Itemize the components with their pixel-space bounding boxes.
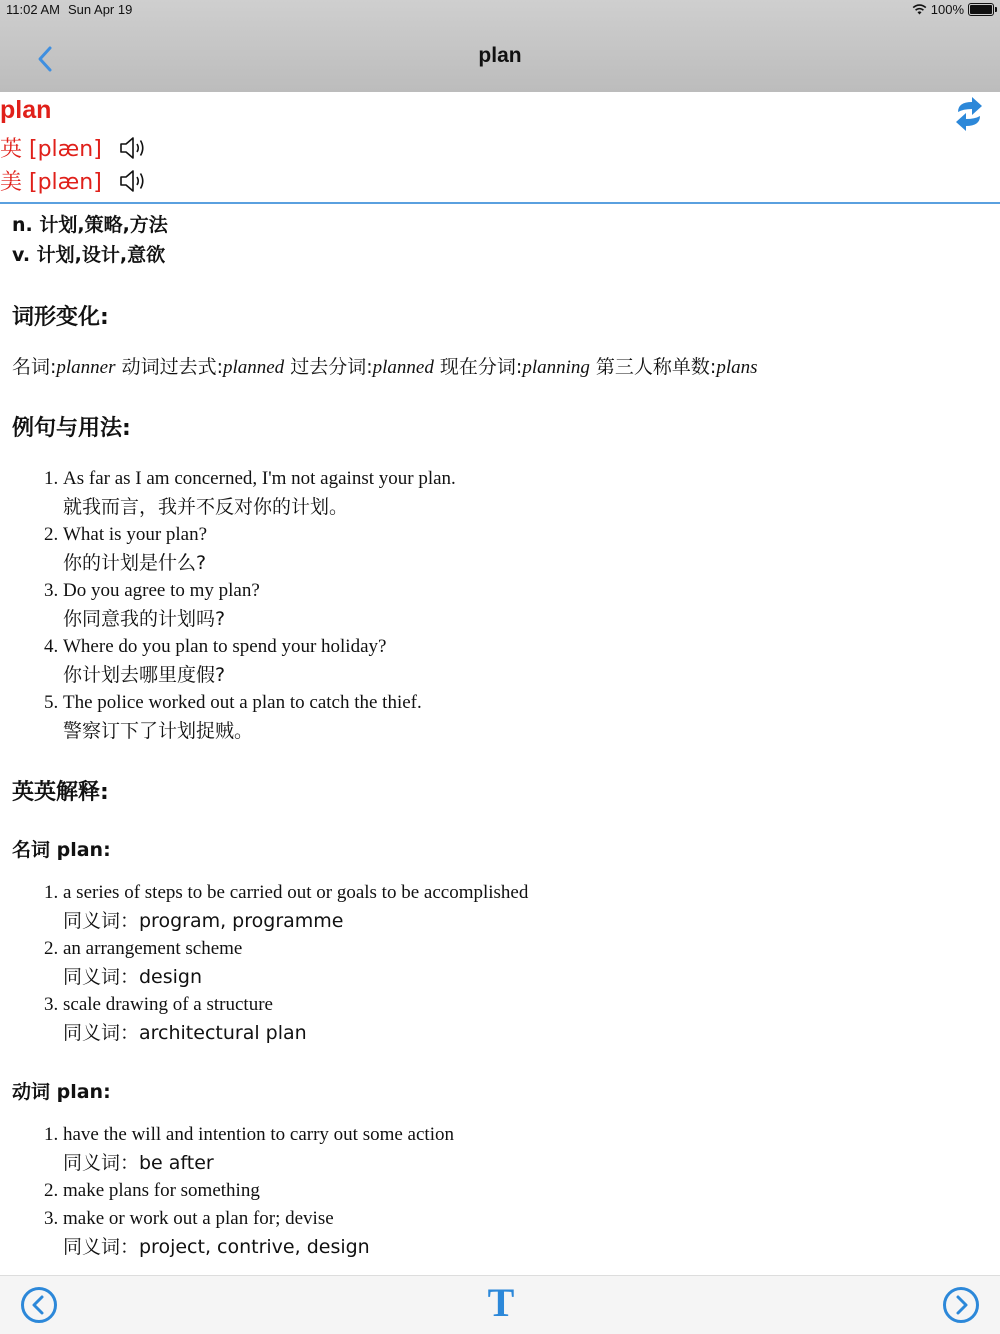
- form-label: 现在分词:: [439, 356, 523, 378]
- list-item: [63, 633, 987, 689]
- wifi-icon: [912, 4, 927, 15]
- sense-definition: make plans for something: [63, 1180, 260, 1201]
- us-speaker-button[interactable]: [118, 167, 148, 195]
- word-forms: [12, 354, 987, 381]
- definition-content[interactable]: [12, 210, 987, 1274]
- noun-senses-list: [12, 879, 987, 1047]
- form-value: planner: [56, 357, 116, 378]
- sense-definition: have the will and intention to carry out some action: [63, 1124, 454, 1145]
- status-time: 11:02 AM: [6, 2, 60, 17]
- speaker-icon: [118, 167, 148, 195]
- page-title: plan: [478, 44, 522, 67]
- list-item: [63, 577, 987, 633]
- battery-percent: 100%: [930, 2, 964, 17]
- sense-definition: make or work out a plan for; devise: [63, 1208, 334, 1229]
- english-heading: 英英解释:: [12, 780, 109, 805]
- text-size-button[interactable]: T: [487, 1280, 515, 1325]
- refresh-icon: [954, 96, 984, 132]
- example-en: Do you agree to my plan?: [63, 580, 260, 601]
- us-pronunciation: 美 [plæn]: [0, 170, 102, 195]
- example-cn: 警察订下了计划捉贼。: [63, 720, 254, 742]
- synonyms: 同义词：be after: [63, 1152, 214, 1174]
- form-label: 第三人称单数:: [595, 356, 717, 378]
- list-item: [63, 935, 987, 991]
- examples-heading: 例句与用法:: [12, 416, 131, 441]
- sense-definition: scale drawing of a structure: [63, 994, 273, 1015]
- status-date: Sun Apr 19: [68, 2, 133, 17]
- definition-verb: v. 计划,设计,意欲: [12, 244, 166, 266]
- form-label: 名词:: [12, 356, 57, 378]
- next-circle-icon: [942, 1286, 980, 1324]
- uk-speaker-button[interactable]: [118, 134, 148, 162]
- example-en: Where do you plan to spend your holiday?: [63, 636, 387, 657]
- list-item: [63, 465, 987, 521]
- examples-list: [12, 465, 987, 745]
- list-item: [63, 1177, 987, 1205]
- speaker-icon: [118, 134, 148, 162]
- previous-word-button[interactable]: [20, 1286, 58, 1324]
- list-item: [63, 991, 987, 1047]
- word-header: [0, 92, 1000, 204]
- synonyms: 同义词：design: [63, 966, 203, 988]
- list-item: [63, 879, 987, 935]
- sense-definition: an arrangement scheme: [63, 938, 243, 959]
- form-label: 过去分词:: [290, 356, 373, 378]
- definition-noun: n. 计划,策略,方法: [12, 214, 168, 236]
- basic-definitions: [12, 210, 987, 270]
- example-cn: 你计划去哪里度假?: [63, 664, 226, 686]
- form-value: planned: [372, 357, 434, 378]
- form-value: planned: [222, 357, 285, 378]
- headword: plan: [0, 96, 52, 124]
- sense-definition: a series of steps to be carried out or goals to be accomplished: [63, 882, 529, 903]
- example-en: As far as I am concerned, I'm not against your plan.: [63, 468, 456, 489]
- form-value: planning: [522, 357, 590, 378]
- form-value: plans: [716, 357, 758, 378]
- next-word-button[interactable]: [942, 1286, 980, 1324]
- form-label: 动词过去式:: [121, 356, 223, 378]
- navigation-bar: [0, 0, 1000, 92]
- list-item: [63, 521, 987, 577]
- status-right: [912, 2, 994, 17]
- synonyms: 同义词：project, contrive, design: [63, 1236, 370, 1258]
- list-item: [63, 1205, 987, 1261]
- refresh-button[interactable]: [954, 96, 984, 132]
- noun-heading: 名词 plan:: [12, 839, 111, 861]
- uk-pronunciation: 英 [plæn]: [0, 137, 102, 162]
- example-en: What is your plan?: [63, 524, 208, 545]
- forms-heading: 词形变化:: [12, 305, 109, 330]
- synonyms: 同义词：architectural plan: [63, 1022, 307, 1044]
- list-item: [63, 1121, 987, 1177]
- list-item: [63, 689, 987, 745]
- verb-senses-list: [12, 1121, 987, 1261]
- example-cn: 你同意我的计划吗?: [63, 608, 226, 630]
- prev-circle-icon: [20, 1286, 58, 1324]
- bottom-toolbar: [0, 1275, 1000, 1334]
- example-cn: 你的计划是什么?: [63, 552, 207, 574]
- verb-heading: 动词 plan:: [12, 1081, 111, 1103]
- example-cn: 就我而言，我并不反对你的计划。: [63, 496, 349, 518]
- battery-icon: [968, 3, 994, 16]
- example-en: The police worked out a plan to catch the thief.: [63, 692, 422, 713]
- synonyms: 同义词：program, programme: [63, 910, 344, 932]
